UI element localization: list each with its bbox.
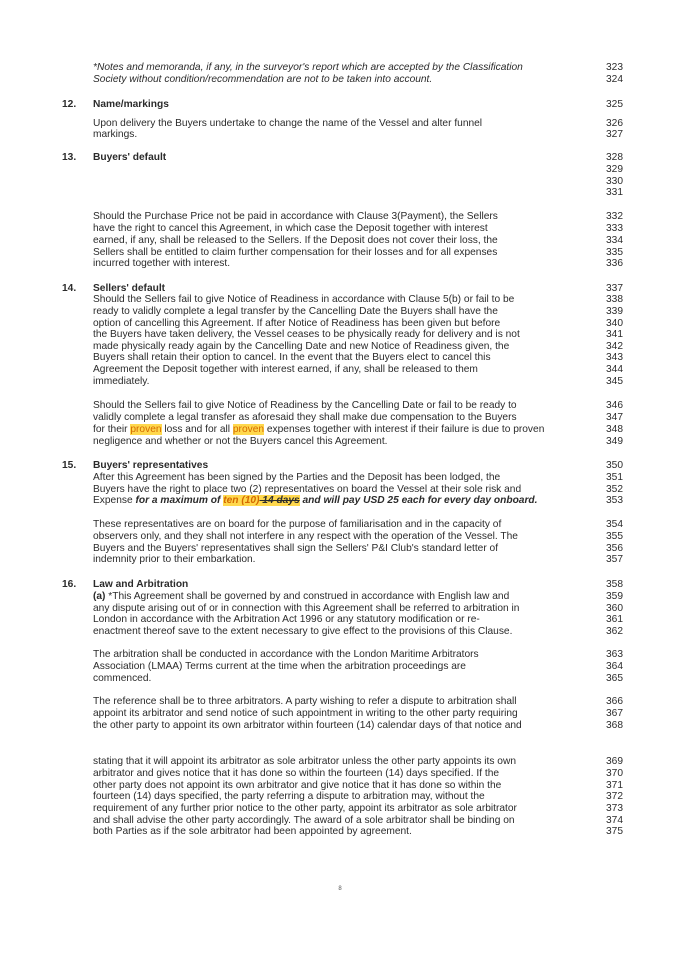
struck-14-days: 14 days [259, 495, 300, 506]
clause-13-number: 13. [62, 152, 77, 163]
line-number: 335 [606, 247, 623, 258]
line-number: 331 [606, 187, 623, 198]
clause-14-p1-line: Should the Sellers fail to give Notice of Readiness in accordance with Clause 5(b) or fail to be [93, 294, 515, 305]
clause-14-title: Sellers' default [93, 283, 166, 294]
subclause-label: (a) [93, 591, 106, 602]
clause-16-p3-line: The reference shall be to three arbitrators. A party wishing to refer a dispute to arbitration shall [93, 696, 517, 707]
clause-12-line-1: Upon delivery the Buyers undertake to change the name of the Vessel and alter funnel [93, 118, 483, 129]
text-segment: *This Agreement shall be governed by and construed in accordance with English law and [105, 591, 510, 602]
line-number: 371 [606, 780, 623, 791]
text-segment: loss and for all [161, 424, 233, 435]
clause-15-p1-line-2: Buyers have the right to place two (2) representatives on board the Vessel at their sole risk and [93, 484, 522, 495]
line-number: 356 [606, 543, 623, 554]
line-number: 333 [606, 223, 623, 234]
clause-16-p4-line: arbitrator and gives notice that it has done so within the fourteen (14) days specified. If the [93, 768, 500, 779]
clause-15-p1-line-3 [93, 495, 537, 507]
clause-14-p1-line: made physically ready again by the Cancelling Date and new Notice of Readiness given, the [93, 341, 510, 352]
clause-16-p4-line: fourteen (14) days specified, the party referring a dispute to arbitration may, without the [93, 791, 485, 802]
clause-15-p2-line: observers only, and they shall not interfere in any respect with the operation of the Vessel. The [93, 531, 518, 542]
clause-16-p4-line: other party does not appoint its own arbitrator and give notice that it has done so within the [93, 780, 502, 791]
line-number: 364 [606, 661, 623, 672]
line-number: 366 [606, 696, 623, 707]
clause-16-p4-line: stating that it will appoint its arbitrator as sole arbitrator unless the other party appoints its own [93, 756, 516, 767]
line-number: 372 [606, 791, 623, 802]
line-number: 343 [606, 352, 623, 363]
line-number: 368 [606, 720, 623, 731]
clause-14-p2-line-2: validly complete a legal transfer as aforesaid they shall make due compensation to the Buyers [93, 412, 517, 423]
line-number: 355 [606, 531, 623, 542]
clause-12-title: Name/markings [93, 99, 169, 110]
line-number: 361 [606, 614, 623, 625]
line-number: 327 [606, 129, 623, 140]
note-line-2: Society without condition/recommendation are not to be taken into account. [93, 74, 433, 85]
line-number: 363 [606, 649, 623, 660]
line-number: 345 [606, 376, 623, 387]
added-text: and will pay USD 25 each for every day onboard. [299, 495, 538, 506]
line-number: 362 [606, 626, 623, 637]
line-number: 352 [606, 484, 623, 495]
clause-14-p2-line-1: Should the Sellers fail to give Notice of Readiness by the Cancelling Date or fail to be ready to [93, 400, 517, 411]
clause-16-p1-line: any dispute arising out of or in connection with this Agreement shall be referred to arbitration in [93, 603, 520, 614]
line-number: 325 [606, 99, 623, 110]
line-number: 367 [606, 708, 623, 719]
text-segment: Expense [93, 495, 136, 506]
line-number: 324 [606, 74, 623, 85]
note-line-1: *Notes and memoranda, if any, in the surveyor's report which are accepted by the Classification [93, 62, 523, 73]
clause-12-line-2: markings. [93, 129, 138, 140]
highlighted-proven: proven [130, 424, 162, 435]
line-number: 375 [606, 826, 623, 837]
clause-14-p1-line: immediately. [93, 376, 150, 387]
line-number: 344 [606, 364, 623, 375]
line-number: 348 [606, 424, 623, 435]
clause-15-p2-line: indemnity prior to their embarkation. [93, 554, 256, 565]
line-number: 347 [606, 412, 623, 423]
line-number: 365 [606, 673, 623, 684]
line-number: 341 [606, 329, 623, 340]
clause-16-p2-line: commenced. [93, 673, 152, 684]
line-number: 334 [606, 235, 623, 246]
clause-14-p1-line: option of cancelling this Agreement. If after Notice of Readiness has been given but before [93, 318, 501, 329]
clause-13-p1-line: earned, if any, shall be released to the Sellers. If the Deposit does not cover their loss, the [93, 235, 498, 246]
line-number: 332 [606, 211, 623, 222]
highlighted-ten-days: ten (10) [223, 495, 260, 506]
clause-16-p1-line: enactment thereof save to the extent necessary to give effect to the provisions of this Clause. [93, 626, 513, 637]
line-number: 353 [606, 495, 623, 506]
line-number: 349 [606, 436, 623, 447]
highlighted-proven: proven [232, 424, 265, 435]
clause-14-p1-line: Buyers shall retain their option to cancel. In the event that the Buyers elect to cancel this [93, 352, 491, 363]
line-number: 354 [606, 519, 623, 530]
clause-16-p1-line-1 [93, 591, 509, 603]
text-segment: for their [93, 424, 131, 435]
clause-14-number: 14. [62, 283, 77, 294]
clause-12-number: 12. [62, 99, 77, 110]
clause-13-p1-line: have the right to cancel this Agreement, in which case the Deposit together with interest [93, 223, 488, 234]
line-number: 328 [606, 152, 623, 163]
clause-16-p3-line: appoint its arbitrator and send notice of such appointment in writing to the other party requiring [93, 708, 518, 719]
clause-13-p1-line: Sellers shall be entitled to claim further compensation for their losses and for all expenses [93, 247, 498, 258]
clause-14-p1-line: ready to validly complete a legal transfer by the Cancelling Date the Buyers shall have the [93, 306, 498, 317]
page-number: 8 [338, 886, 342, 892]
clause-14-p1-line: Agreement the Deposit together with interest earned, if any, shall be released to them [93, 364, 478, 375]
clause-16-p4-line: and shall advise the other party accordingly. The award of a sole arbitrator shall be binding on [93, 815, 515, 826]
clause-15-p2-line: Buyers and the Buyers' representatives shall sign the Sellers' P&I Club's standard letter of [93, 543, 499, 554]
line-number: 330 [606, 176, 623, 187]
clause-13-p1-line: Should the Purchase Price not be paid in accordance with Clause 3(Payment), the Sellers [93, 211, 498, 222]
text-segment: expenses together with interest if their failure is due to proven [264, 424, 545, 435]
line-number: 329 [606, 164, 623, 175]
line-number: 357 [606, 554, 623, 565]
line-number: 351 [606, 472, 623, 483]
line-number: 346 [606, 400, 623, 411]
clause-14-p2-line-3 [93, 424, 544, 436]
clause-15-p1-line-1: After this Agreement has been signed by the Parties and the Deposit has been lodged, the [93, 472, 501, 483]
clause-15-p2-line: These representatives are on board for the purpose of familiarisation and in the capacity of [93, 519, 502, 530]
line-number: 338 [606, 294, 623, 305]
added-text: for a maximum of [135, 495, 224, 506]
line-number: 340 [606, 318, 623, 329]
clause-14-p2-line-4: negligence and whether or not the Buyers cancel this Agreement. [93, 436, 388, 447]
line-number: 359 [606, 591, 623, 602]
line-number: 369 [606, 756, 623, 767]
line-number: 337 [606, 283, 623, 294]
line-number: 342 [606, 341, 623, 352]
line-number: 336 [606, 258, 623, 269]
clause-16-title: Law and Arbitration [93, 579, 189, 590]
clause-14-p1-line: the Buyers have taken delivery, the Vessel ceases to be physically ready for delivery and is not [93, 329, 520, 340]
line-number: 358 [606, 579, 623, 590]
clause-15-number: 15. [62, 460, 77, 471]
line-number: 326 [606, 118, 623, 129]
clause-16-p4-line: requirement of any further prior notice to the other party, appoint its arbitrator as sole arbitrator [93, 803, 517, 814]
clause-15-title: Buyers' representatives [93, 460, 209, 471]
line-number: 323 [606, 62, 623, 73]
line-number: 374 [606, 815, 623, 826]
clause-13-title: Buyers' default [93, 152, 167, 163]
clause-16-p1-line: London in accordance with the Arbitration Act 1996 or any statutory modification or re- [93, 614, 480, 625]
line-number: 350 [606, 460, 623, 471]
line-number: 373 [606, 803, 623, 814]
line-number: 360 [606, 603, 623, 614]
clause-16-p2-line: The arbitration shall be conducted in accordance with the London Maritime Arbitrators [93, 649, 479, 660]
clause-13-p1-line: incurred together with interest. [93, 258, 231, 269]
clause-16-number: 16. [62, 579, 77, 590]
clause-16-p3-line: the other party to appoint its own arbitrator within fourteen (14) calendar days of that notice and [93, 720, 522, 731]
clause-16-p2-line: Association (LMAA) Terms current at the time when the arbitration proceedings are [93, 661, 466, 672]
clause-16-p4-line: both Parties as if the sole arbitrator had been appointed by agreement. [93, 826, 412, 837]
line-number: 370 [606, 768, 623, 779]
line-number: 339 [606, 306, 623, 317]
